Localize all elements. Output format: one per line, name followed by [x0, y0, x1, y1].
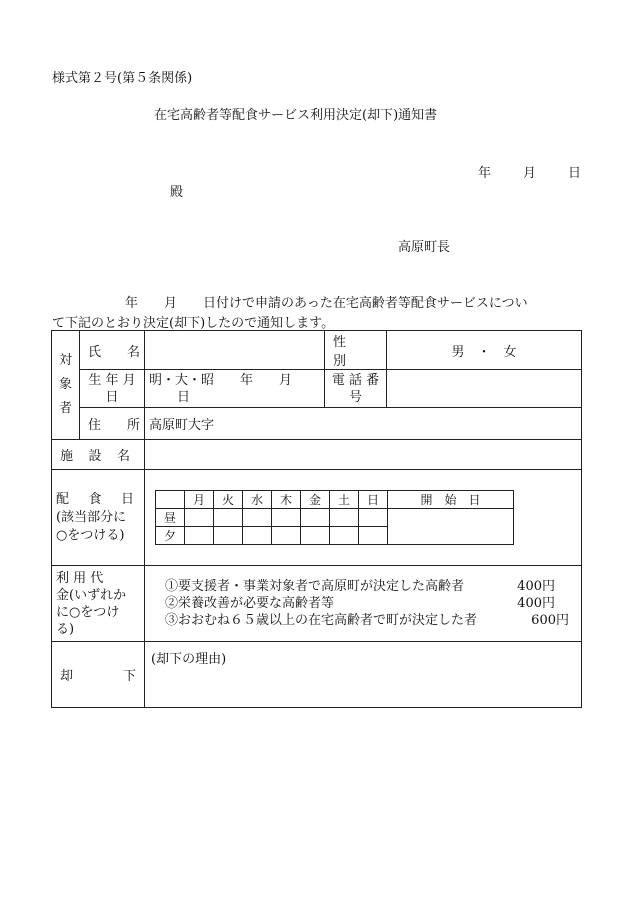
day-header-mon: 月 [185, 491, 214, 509]
meal-days-cell [145, 470, 582, 566]
birthdate-era-year-month: 明・大・昭 年 月 [149, 372, 293, 388]
meal-grid-corner [156, 491, 185, 509]
facility-name-field[interactable] [145, 440, 582, 470]
dinner-mon-cell[interactable] [185, 527, 214, 545]
intro-line-1: 年 月 日付けで申請のあった在宅高齢者等配食サービスについ [125, 296, 528, 311]
date-year: 年 [478, 166, 492, 181]
meal-days-label-line-2: (該当部分に [56, 509, 127, 525]
meal-days-label-char-2: 食 [88, 491, 102, 507]
target-person-label [52, 331, 80, 440]
fee-label-line-1: 利 用 代 [56, 570, 104, 586]
fee-option-1[interactable] [165, 578, 569, 595]
form-number: 様式第２号(第５条関係) [52, 71, 193, 86]
lunch-thu-cell[interactable] [272, 509, 301, 527]
phone-field[interactable] [387, 370, 582, 408]
rejection-reason-field[interactable] [145, 642, 582, 708]
target-label-char-2: 象 [58, 377, 72, 392]
fee-option-1-text: ①要支援者・事業対象者で高原町が決定した高齢者 [165, 579, 465, 594]
lunch-wed-cell[interactable] [243, 509, 272, 527]
fee-option-3-amount: 600円 [531, 613, 569, 628]
day-header-tue: 火 [214, 491, 243, 509]
fee-label-line-3: に○をつけ [56, 604, 120, 620]
meal-days-label-char-3: 日 [120, 491, 134, 507]
rejection-reason-label: (却下の理由) [151, 652, 227, 667]
birthdate-day: 日 [177, 389, 191, 405]
meal-days-grid [155, 490, 514, 545]
birthdate-label [80, 370, 145, 408]
phone-label-line-1: 電 話 番 [331, 372, 380, 388]
date-day: 日 [568, 166, 582, 181]
dinner-sun-cell[interactable] [359, 527, 388, 545]
document-title: 在宅高齢者等配食サービス利用決定(却下)通知書 [154, 108, 438, 123]
fee-label [52, 566, 145, 642]
phone-label-line-2: 号 [348, 389, 362, 405]
row-label-lunch: 昼 [156, 509, 185, 527]
date-month: 月 [523, 166, 537, 181]
day-header-wed: 水 [243, 491, 272, 509]
birthdate-label-line-1: 生 年 月 [88, 372, 136, 388]
dinner-sat-cell[interactable] [330, 527, 359, 545]
name-label: 氏 名 [80, 331, 145, 370]
lunch-tue-cell[interactable] [214, 509, 243, 527]
issue-date [478, 162, 581, 181]
birthdate-label-line-2: 日 [105, 389, 119, 405]
facility-label [52, 440, 145, 470]
meal-days-label-line-3: ○をつける) [56, 527, 125, 543]
day-header-thu: 木 [272, 491, 301, 509]
meal-days-label [52, 470, 145, 566]
fee-option-3-text: ③おおむね６５歳以上の在宅高齢者で町が決定した者 [165, 613, 478, 628]
gender-field[interactable]: 男 ・ 女 [387, 331, 582, 370]
name-field[interactable] [145, 331, 325, 370]
fee-options [145, 566, 582, 642]
intro-line-2: て下記のとおり決定(却下)したので通知します。 [52, 316, 335, 331]
gender-label: 性 別 [325, 331, 387, 370]
phone-label [325, 370, 387, 408]
fee-option-1-amount: 400円 [517, 579, 555, 594]
fee-label-line-4: る) [56, 621, 75, 637]
dinner-thu-cell[interactable] [272, 527, 301, 545]
start-date-header: 開 始 日 [388, 491, 514, 509]
fee-option-3[interactable] [165, 612, 569, 629]
dinner-wed-cell[interactable] [243, 527, 272, 545]
fee-option-2-text: ②栄養改善が必要な高齢者等 [165, 596, 335, 611]
lunch-mon-cell[interactable] [185, 509, 214, 527]
lunch-sun-cell[interactable] [359, 509, 388, 527]
row-label-dinner: 夕 [156, 527, 185, 545]
issuer-name: 高原町長 [398, 240, 451, 255]
target-label-char-3: 者 [58, 401, 72, 416]
facility-label-char-1: 施 [60, 449, 74, 464]
start-date-field[interactable] [388, 509, 514, 545]
facility-label-char-3: 名 [116, 449, 130, 464]
notification-form-table [51, 330, 582, 708]
address-label: 住 所 [80, 408, 145, 440]
day-header-fri: 金 [301, 491, 330, 509]
address-field[interactable]: 高原町大字 [145, 408, 582, 440]
lunch-sat-cell[interactable] [330, 509, 359, 527]
recipient-suffix: 殿 [170, 185, 184, 200]
lunch-fri-cell[interactable] [301, 509, 330, 527]
target-label-char-1: 対 [58, 353, 72, 368]
rejection-label-char-2: 下 [122, 669, 136, 684]
fee-option-2-amount: 400円 [517, 596, 555, 611]
day-header-sat: 土 [330, 491, 359, 509]
facility-label-char-2: 設 [88, 449, 102, 464]
dinner-fri-cell[interactable] [301, 527, 330, 545]
birthdate-field[interactable] [145, 370, 325, 408]
rejection-label-char-1: 却 [60, 669, 74, 684]
dinner-tue-cell[interactable] [214, 527, 243, 545]
fee-label-line-2: 金(いずれか [56, 587, 127, 603]
meal-days-label-char-1: 配 [56, 491, 70, 507]
rejection-label [52, 642, 145, 708]
day-header-sun: 日 [359, 491, 388, 509]
fee-option-2[interactable] [165, 595, 569, 612]
